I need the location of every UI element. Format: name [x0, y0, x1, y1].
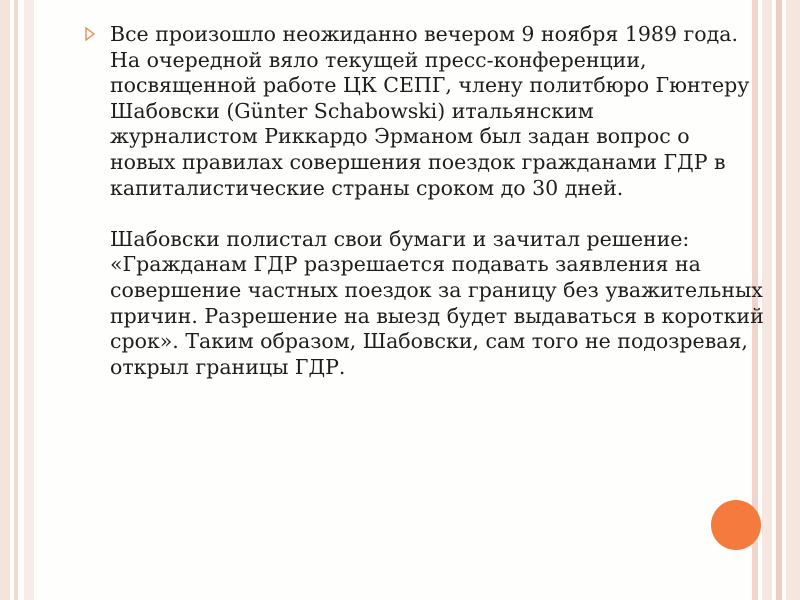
bullet-text [110, 22, 764, 380]
paragraph-1: Все произошло неожиданно вечером 9 ноября 1989 года. На очередной вяло текущей пресс-конференции, посвященной работе ЦК СЕПГ, члену политбюро Гюнтеру Шабовски (Günter Schabowski) итальянским журналистом Риккардо Эрманом был задан вопрос о новых правилах совершения поездок гражданами ГДР в капиталистические страны сроком до 30 дней. [110, 22, 750, 200]
decorative-stripe [24, 0, 34, 600]
decorative-stripe [0, 0, 10, 600]
bullet-item [84, 22, 764, 380]
decorative-stripe [14, 0, 18, 600]
slide-body [84, 22, 764, 380]
hollow-arrow-icon [84, 22, 110, 50]
decorative-orange-circle [711, 500, 761, 550]
decorative-stripe [776, 0, 782, 600]
decorative-stripe [786, 0, 800, 600]
paragraph-2: Шабовски полистал свои бумаги и зачитал решение: «Гражданам ГДР разрешается подавать заявления на совершение частных поездок за границу без уважительных причин. Разрешение на выезд будет выдаваться в короткий срок». Таким образом, Шабовски, сам того не подозревая, открыл границы ГДР. [110, 226, 764, 379]
